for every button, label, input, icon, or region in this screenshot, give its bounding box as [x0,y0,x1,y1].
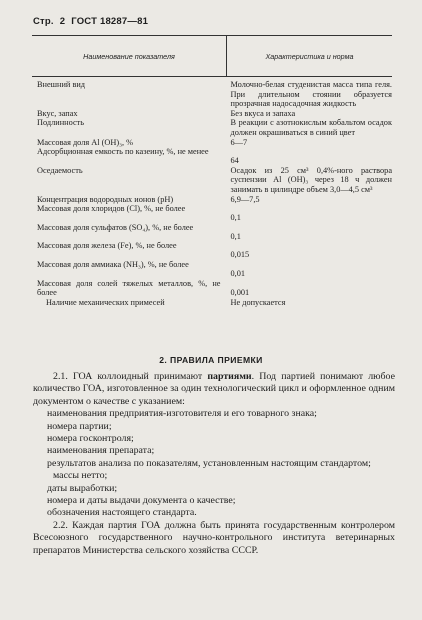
section-title: 2. ПРАВИЛА ПРИЕМКИ [159,355,263,365]
row-name: Вкус, запах [37,108,78,118]
list-item: массы нетто; [53,470,108,482]
paragraph-text: . Под партией понимают любое количество ГОА, изготовленное за один технологический цикл и оформленное одним документом о качестве с указанием: [33,371,395,407]
page-number: 2 [59,16,66,27]
table-row [32,279,392,298]
list-item: номера и даты выдачи документа о качестве; [47,495,236,507]
paragraph-emphasis: партиями [207,371,252,382]
table-row [32,109,392,119]
table-row [32,223,392,242]
spec-table [32,35,392,307]
row-name: Внешний вид [37,80,86,89]
row-name: Концентрация водородных ионов (pH) [37,194,174,204]
list-item: наименования препарата; [47,445,155,457]
row-value: 6,9—7,5 [230,194,260,204]
row-name: Адсорбционная емкость по казеину, %, не менее [37,147,209,157]
table-row [32,195,392,205]
list-item: результатов анализа по показателям, установленным настоящим стандартом; [47,457,371,469]
paragraph-2-1 [33,371,395,408]
row-name: Оседаемость [37,165,83,175]
table-row [32,204,392,223]
col-header-indicator: Наименование показателя [32,36,227,77]
table-row [32,138,392,148]
table-row [32,241,392,260]
list-item: номера госконтроля; [47,433,134,445]
page-prefix: Стр. [33,16,54,27]
row-name: Массовая доля хлоридов (Cl), %, не более [37,204,186,214]
row-value: Не допускается [230,297,286,307]
row-name: Массовая доля Al (OH)₃, % [37,137,134,147]
row-value: 0,01 [230,268,246,278]
paragraph-text: 2.1. ГОА коллоидный принимают [53,371,208,382]
row-value: 0,1 [230,213,241,223]
row-value: Без вкуса и запаха [230,108,296,118]
row-name: Массовая доля сульфатов (SO₄), %, не более [37,222,194,232]
row-name: Массовая доля железа (Fe), %, не более [37,241,177,251]
row-name: Массовая доля солей тяжелых металлов, %, не более [37,278,221,298]
row-name: Подлинность [37,118,85,128]
table-row [32,80,392,109]
row-name: Наличие механических примесей [46,297,165,307]
list-item: обозначения настоящего стандарта. [47,507,197,519]
table-row [32,166,392,195]
table-row [32,260,392,279]
row-value: 0,1 [230,231,241,241]
row-value: 0,015 [230,250,250,260]
row-value: 64 [230,156,239,166]
spec-table-header [32,36,392,77]
page-header [33,16,154,27]
row-value: 0,001 [230,287,250,297]
row-value: В реакции с азотнокислым кобальтом осадок должен окрашиваться в синий цвет [230,118,392,137]
list-item: наименования предприятия-изготовителя и его товарного знака; [47,408,317,420]
row-value: Осадок из 25 см³ 0,4%-ного раствора суспензии Al (OH)₃ через 18 ч должен занимать в цилиндре объем 3,0—4,5 см³ [230,165,392,194]
list-item: даты выработки; [47,482,118,494]
row-value: 6—7 [230,137,248,147]
doc-code: ГОСТ 18287—81 [71,16,149,27]
section-body [33,371,395,557]
table-row [32,147,392,166]
col-header-norm: Характеристика и норма [227,36,393,77]
row-name: Массовая доля аммиака (NH₃), %, не более [37,259,189,269]
list-item: номера партии; [47,420,112,432]
table-row [32,298,392,308]
paragraph-2-2: 2.2. Каждая партия ГОА должна быть принята государственным контролером Всесоюзного государственного научно-контрольного института ветеринарных препаратов Министерства сельского хозяйства СССР. [33,519,395,556]
row-value: Молочно-белая студенистая масса типа геля. При длительном стоянии образуется прозрачная надосадочная жидкость [230,80,392,109]
table-row [32,118,392,137]
